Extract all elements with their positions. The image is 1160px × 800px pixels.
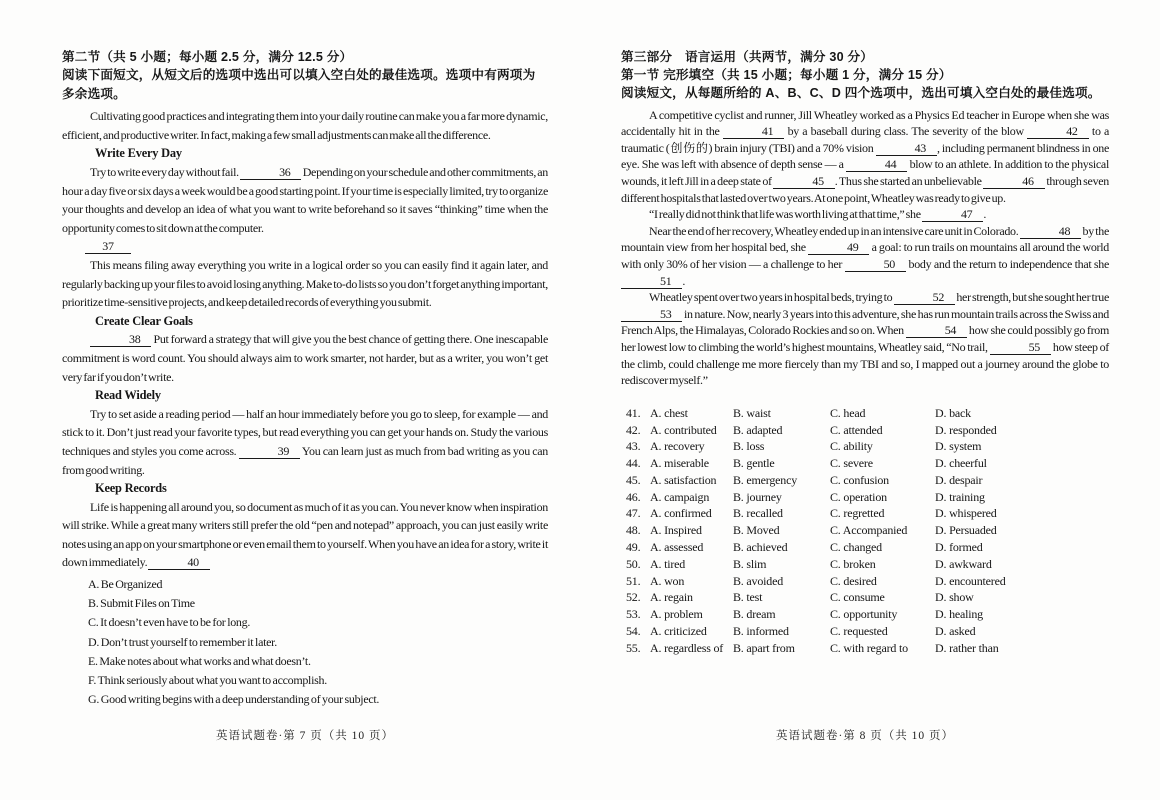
option-d: D. training [935,489,985,504]
option-a: A. won [650,573,685,588]
numbered-blank: 44 [846,158,907,172]
cloze-paragraph: Wheatley spent over two years in hospital beds, trying to 52 her strength, but she sought her true 53 in nature. Now, nearly 3 years into this adventure, she has run mountain trails across the Swiss and French Alps, the Himalayas, Colorado Rockies and so on. When 54 how she could possibly go from her lowest low to climbing the world’s highest mountains, Wheatley said, “No trail, 55 how steep of the climb, could challenge me more fiercely than my TBI and so, I mapped out a journey around the globe to rediscover myself.” [621,290,1110,388]
option-b: B. journey [733,489,782,504]
option-d: D. show [935,590,974,605]
exam-page-8 [621,48,1109,657]
option-a: A. tired [650,556,686,571]
option-b: B. informed [733,624,789,639]
cloze-option-row-54 [626,623,1109,640]
option-b: B. waist [733,405,771,420]
option-d: D. despair [935,472,983,487]
numbered-blank: 38 [90,333,151,347]
option-item-b: B. Submit Files on Time [88,596,195,611]
option-b: B. apart from [733,640,795,655]
option-b: B. recalled [733,506,783,521]
option-b: B. dream [733,607,776,622]
cloze-option-row-44 [626,455,1109,472]
option-c: C. ability [830,439,873,454]
option-c: C. Accompanied [830,523,908,538]
option-item-f: F. Think seriously about what you want to accomplish. [88,673,327,688]
option-c: C. head [830,405,866,420]
cloze-option-row-43 [626,438,1109,455]
cloze-option-row-51 [626,573,1109,590]
cloze-option-row-53 [626,606,1109,623]
cloze-option-row-49 [626,539,1109,556]
option-a: A. contributed [650,422,717,437]
numbered-blank: 50 [845,258,906,272]
option-item-e: E. Make notes about what works and what doesn’t. [88,653,311,668]
subheading-keep-records: Keep Records [95,481,167,496]
question-number: 47. [626,506,641,521]
numbered-blank: 46 [983,175,1044,189]
numbered-blank: 40 [148,556,209,570]
option-c: C. regretted [830,506,885,521]
numbered-blank: 48 [1020,225,1081,239]
option-a: A. assessed [650,540,704,555]
option-c: C. changed [830,540,882,555]
page-footer-right: 英语试题卷·第 8 页（共 10 页） [775,730,955,742]
subheading-read-widely: Read Widely [95,388,161,403]
option-c: C. severe [830,456,873,471]
cloze-option-row-55 [626,640,1109,657]
option-c: C. operation [830,489,887,504]
question-number: 44. [626,456,641,471]
option-a: A. recovery [650,439,705,454]
option-b: B. adapted [733,422,783,437]
option-c: C. broken [830,556,876,571]
numbered-blank: 52 [894,291,955,305]
subheading-create-clear-goals: Create Clear Goals [95,313,193,328]
section-heading: 第二节（共 5 小题；每小题 2.5 分，满分 12.5 分） [62,50,353,64]
option-d: D. encountered [935,573,1006,588]
cloze-option-row-50 [626,556,1109,573]
option-a: A. confirmed [650,506,712,521]
numbered-blank: 53 [621,308,682,322]
numbered-blank: 49 [808,241,869,255]
subheading-write-every-day: Write Every Day [95,146,182,161]
cloze-option-row-45 [626,472,1109,489]
option-a: A. Inspired [650,523,702,538]
option-item-g: G. Good writing begins with a deep understanding of your subject. [88,692,380,707]
question-number: 49. [626,540,641,555]
option-a: A. regain [650,590,693,605]
cloze-paragraph: A competitive cyclist and runner, Jill Wheatley worked as a Physics Ed teacher in Europe when she was accidentally hit in the 41 by a baseball during class. The severity of the blow 42 to a traumatic (创伤的) brain injury (TBI) and a 70% vision 43 , including permanent blindness in one eye. She was left with absence of depth sense — a 44 blow to an athlete. In addition to the physical wounds, it left Jill in a deep state of 45 . Thus she started an unbelievable 46 through seven different hospitals that lasted over two years. At one point, Wheatley was ready to give up. [621,107,1110,205]
question-number: 54. [626,624,641,639]
option-d: D. back [935,405,971,420]
question-number: 41. [626,405,641,420]
option-a: A. regardless of [650,640,724,655]
gap-fill-options-list [88,575,548,709]
option-a: A. chest [650,405,688,420]
cloze-option-row-48 [626,522,1109,539]
option-d: D. formed [935,540,983,555]
passage-paragraph: This means filing away everything you write in a logical order so you can easily find it again later, and regularly backing up your files to avoid losing anything. Make to-do lists so you don’t forget anything important, prioritize time-sensitive projects, and keep detailed records of everything you submit. [62,257,548,310]
option-d: D. rather than [935,640,999,655]
option-c: C. attended [830,422,883,437]
option-c: C. with regard to [830,640,908,655]
section-instruction: 阅读下面短文，从短文后的选项中选出可以填入空白处的最佳选项。选项中有两项为多余选项。 [62,68,536,101]
exam-page-7 [62,48,548,709]
option-c: C. confusion [830,472,889,487]
option-a: A. satisfaction [650,472,717,487]
section-heading: 第一节 完形填空（共 15 小题；每小题 1 分，满分 15 分） [621,68,952,83]
option-b: B. loss [733,439,765,454]
option-item-d: D. Don’t trust yourself to remember it later. [88,634,277,649]
numbered-blank: 54 [906,324,967,338]
option-a: A. problem [650,607,703,622]
question-number: 53. [626,607,641,622]
option-b: B. test [733,590,763,605]
option-item-a: A. Be Organized [88,577,163,592]
numbered-blank: 37 [85,240,131,254]
option-d: D. Persuaded [935,523,997,538]
part-heading: 第三部分 语言运用（共两节，满分 30 分） [621,50,874,64]
question-number: 48. [626,523,641,538]
passage-paragraph: Try to write every day without fail. 36 Depending on your schedule and other commitments, an hour a day five or six days a week would be a good starting point. If your time is especially limited, try to organize your thoughts and develop an idea of what you want to write beforehand so it saves “thinking” time when the opportunity comes to sit down at the computer. [62,165,548,235]
option-c: C. consume [830,590,885,605]
numbered-blank: 41 [723,125,784,139]
option-b: B. avoided [733,573,783,588]
numbered-blank: 36 [240,166,301,180]
question-number: 45. [626,472,641,487]
cloze-options-table [621,405,1109,657]
question-number: 55. [626,640,641,655]
numbered-blank: 51 [621,275,682,289]
passage-intro-paragraph: Cultivating good practices and integrating them into your daily routine can make you a far more dynamic, efficient, and productive writer. In fact, making a few small adjustments can make all the difference. [62,109,548,142]
question-number: 43. [626,439,641,454]
passage-paragraph: 38 Put forward a strategy that will give you the best chance of getting there. One inescapable commitment is word count. You should always aim to work smarter, not harder, but as a writer, you won’t get very far if you don’t write. [62,332,548,384]
passage-paragraph: Life is happening all around you, so document as much of it as you can. You never know when inspiration will strike. While a great many writers still prefer the old “pen and notepad” approach, you can just easily write notes using an app on your smartphone or even email them to yourself. When you have an idea for a story, write it down immediately. 40 [62,499,548,570]
question-number: 46. [626,489,641,504]
option-b: B. gentle [733,456,775,471]
option-b: B. slim [733,556,767,571]
numbered-blank: 42 [1027,125,1088,139]
page-footer-left: 英语试题卷·第 7 页（共 10 页） [215,730,395,742]
option-a: A. campaign [650,489,710,504]
option-d: D. whispered [935,506,997,521]
cloze-paragraph: “I really did not think that life was worth living at that time,” she 47 . [649,207,987,222]
cloze-option-row-42 [626,422,1109,439]
option-b: B. achieved [733,540,788,555]
numbered-blank: 45 [773,175,834,189]
option-c: C. desired [830,573,877,588]
option-c: C. requested [830,624,888,639]
option-c: C. opportunity [830,607,898,622]
numbered-blank: 39 [239,445,300,459]
cloze-paragraph: Near the end of her recovery, Wheatley ended up in an intensive care unit in Colorado. 48 by the mountain view from her hospital bed, she 49 a goal: to run trails on mountains all around the world with only 30% of her vision — a challenge to her 50 body and the return to independence that she 51 . [621,223,1110,288]
question-number: 51. [626,573,641,588]
option-b: B. Moved [733,523,780,538]
cloze-option-row-41 [626,405,1109,422]
cloze-option-row-47 [626,505,1109,522]
standalone-blank-37 [85,237,548,256]
question-number: 52. [626,590,641,605]
cloze-option-row-46 [626,489,1109,506]
option-d: D. healing [935,607,983,622]
option-d: D. asked [935,624,976,639]
option-d: D. cheerful [935,456,987,471]
section-instruction: 阅读短文，从每题所给的 A、B、C、D 四个选项中，选出可填入空白处的最佳选项。 [621,86,1101,101]
option-d: D. system [935,439,982,454]
question-number: 42. [626,422,641,437]
numbered-blank: 43 [876,142,937,156]
passage-paragraph: Try to set aside a reading period — half an hour immediately before you go to sleep, for example — and stick to it. Don’t just read your favorite types, but read everything you can get your hands on. Study the various techniques and styles you come across. 39 You can learn just as much from bad writing as you can from good writing. [62,406,548,477]
option-d: D. awkward [935,556,992,571]
question-number: 50. [626,556,641,571]
cloze-option-row-52 [626,589,1109,606]
option-a: A. miserable [650,456,709,471]
option-d: D. responded [935,422,997,437]
option-a: A. criticized [650,624,707,639]
numbered-blank: 47 [922,208,983,222]
option-b: B. emergency [733,472,798,487]
numbered-blank: 55 [990,341,1051,355]
option-item-c: C. It doesn’t even have to be for long. [88,615,251,630]
